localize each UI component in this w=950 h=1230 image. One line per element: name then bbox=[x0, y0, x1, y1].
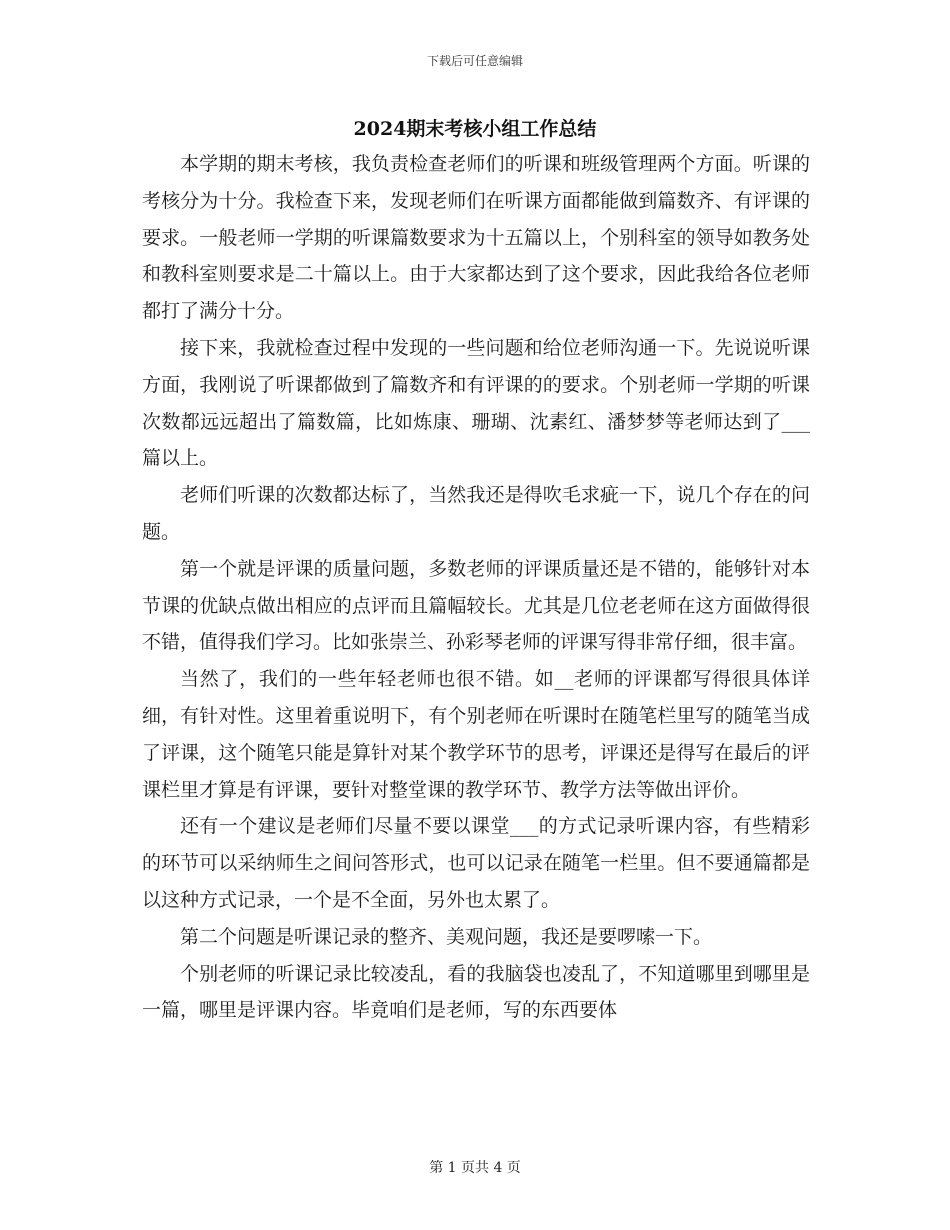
paragraph: 第二个问题是听课记录的整齐、美观问题，我还是要啰嗦一下。 bbox=[180, 925, 713, 948]
header-note: 下载后可任意编辑 bbox=[426, 54, 523, 68]
document-body bbox=[142, 146, 810, 1029]
paragraph: 本学期的期末考核，我负责检查老师们的听课和班级管理两个方面。听课的考核分为十分。我检查下来，发现老师们在听课方面都能做到篇数齐、有评课的要求。一般老师一学期的听课篇数要求为十五篇以上，个别科室的领导如教务处和教科室则要求是二十篇以上。由于大家都达到了这个要求，因此我给各位老师都打了满分十分。 bbox=[142, 153, 810, 323]
paragraph: 还有一个建议是老师们尽量不要以课堂___的方式记录听课内容，有些精彩的环节可以采纳师生之间问答形式，也可以记录在随笔一栏里。但不要通篇都是以这种方式记录，一个是不全面，另外也太累了。 bbox=[142, 815, 810, 911]
document-title: 2024期末考核小组工作总结 bbox=[353, 118, 597, 140]
paragraph: 老师们听课的次数都达标了，当然我还是得吹毛求疵一下，说几个存在的问题。 bbox=[142, 484, 810, 543]
paragraph: 个别老师的听课记录比较凌乱，看的我脑袋也凌乱了，不知道哪里到哪里是一篇，哪里是评课内容。毕竟咱们是老师，写的东西要体 bbox=[142, 962, 810, 1022]
paragraph: 第一个就是评课的质量问题，多数老师的评课质量还是不错的，能够针对本节课的优缺点做出相应的点评而且篇幅较长。尤其是几位老老师在这方面做得很不错，值得我们学习。比如张崇兰、孙彩琴老师的评课写得非常仔细，很丰富。 bbox=[142, 557, 810, 654]
page-footer: 第 1 页共 4 页 bbox=[429, 1160, 521, 1176]
paragraph: 接下来，我就检查过程中发现的一些问题和给位老师沟通一下。先说说听课方面，我刚说了听课都做到了篇数齐和有评课的的要求。个别老师一学期的听课次数都远远超出了篇数篇，比如炼康、珊瑚、沈素红、潘梦梦等老师达到了___篇以上。 bbox=[142, 336, 810, 470]
paragraph: 当然了，我们的一些年轻老师也很不错。如__老师的评课都写得很具体详细，有针对性。这里着重说明下，有个别老师在听课时在随笔栏里写的随笔当成了评课，这个随笔只能是算针对某个教学环节的思考，评课还是得写在最后的评课栏里才算是有评课，要针对整堂课的教学环节、教学方法等做出评价。 bbox=[142, 668, 810, 801]
